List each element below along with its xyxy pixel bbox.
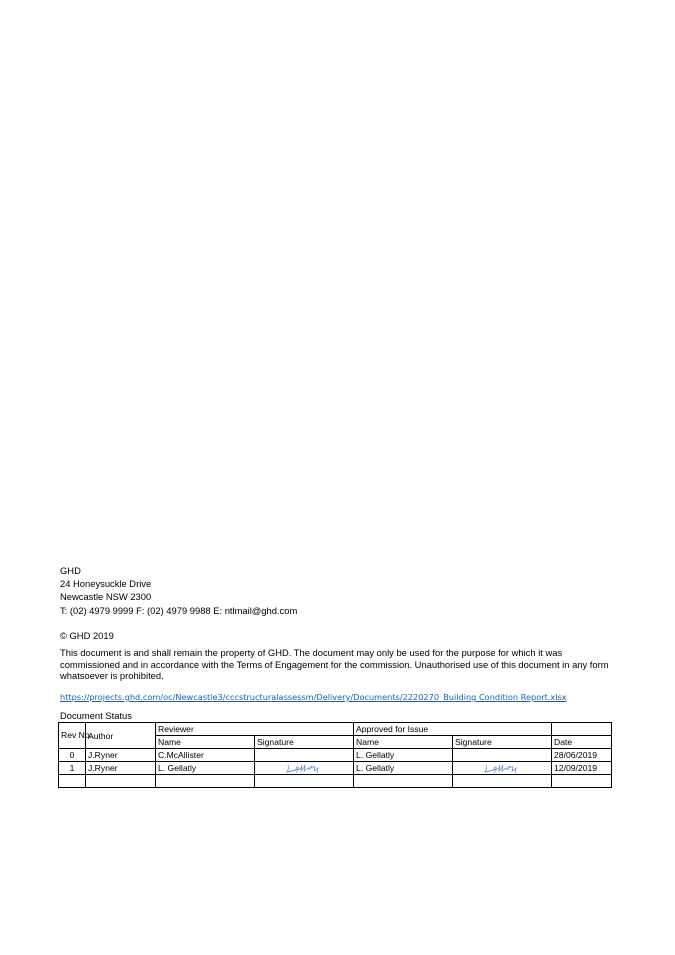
city-address: Newcastle NSW 2300 (60, 591, 152, 603)
company-address-block (60, 564, 297, 617)
author-header: Author (86, 723, 156, 749)
approver-signature-header: Signature (453, 736, 552, 749)
date-cell (552, 775, 612, 788)
handwritten-signature-icon (482, 762, 522, 774)
date-cell: 12/09/2019 (552, 762, 612, 775)
approver-signature-cell (453, 775, 552, 788)
rev-cell: 1 (59, 762, 86, 775)
header-row-1 (59, 723, 612, 736)
company-name: GHD (60, 565, 81, 576)
approver-name-header: Name (354, 736, 453, 749)
table-row (59, 775, 612, 788)
reviewer-signature-cell (255, 762, 354, 775)
reviewer-name-header: Name (156, 736, 255, 749)
table-row (59, 762, 612, 775)
document-status-heading: Document Status (60, 710, 132, 721)
reviewer-name-cell: C.McAllister (156, 749, 255, 762)
approver-name-cell: L. Gellatly (354, 749, 453, 762)
reviewer-name-cell (156, 775, 255, 788)
approver-name-cell: L. Gellatly (354, 762, 453, 775)
rev-cell (59, 775, 86, 788)
reviewer-header: Reviewer (156, 723, 354, 736)
approver-signature-cell (453, 762, 552, 775)
handwritten-signature-icon (284, 762, 324, 774)
date-header: Date (552, 736, 612, 749)
reviewer-signature-header: Signature (255, 736, 354, 749)
document-path-link[interactable]: https://projects.ghd.com/oc/Newcastle3/cccstructuralassessm/Delivery/Documents/2220270_Building Condition Report.xlsx (60, 692, 567, 702)
author-cell: J.Ryner (86, 762, 156, 775)
contact-details: T: (02) 4979 9999 F: (02) 4979 9988 E: ntlmail@ghd.com (60, 604, 298, 616)
copyright-notice: © GHD 2019 (60, 630, 114, 641)
author-cell: J.Ryner (86, 749, 156, 762)
date-header-spacer (552, 723, 612, 736)
rev-no-header: Rev No. (59, 723, 86, 749)
disclaimer-paragraph: This document is and shall remain the property of GHD. The document may only be used for the purpose for which it was commissioned and in accordance with the Terms of Engagement for the commission. Unauthorised use of this document in any form whatsoever is prohibited. (60, 647, 609, 681)
document-status-table (58, 722, 612, 788)
approver-name-cell (354, 775, 453, 788)
street-address: 24 Honeysuckle Drive (60, 578, 152, 590)
reviewer-name-cell: L. Gellatly (156, 762, 255, 775)
date-cell: 28/06/2019 (552, 749, 612, 762)
approved-for-issue-header: Approved for Issue (354, 723, 552, 736)
table-row (59, 749, 612, 762)
approver-signature-cell (453, 749, 552, 762)
reviewer-signature-cell (255, 775, 354, 788)
author-cell (86, 775, 156, 788)
reviewer-signature-cell (255, 749, 354, 762)
rev-cell: 0 (59, 749, 86, 762)
